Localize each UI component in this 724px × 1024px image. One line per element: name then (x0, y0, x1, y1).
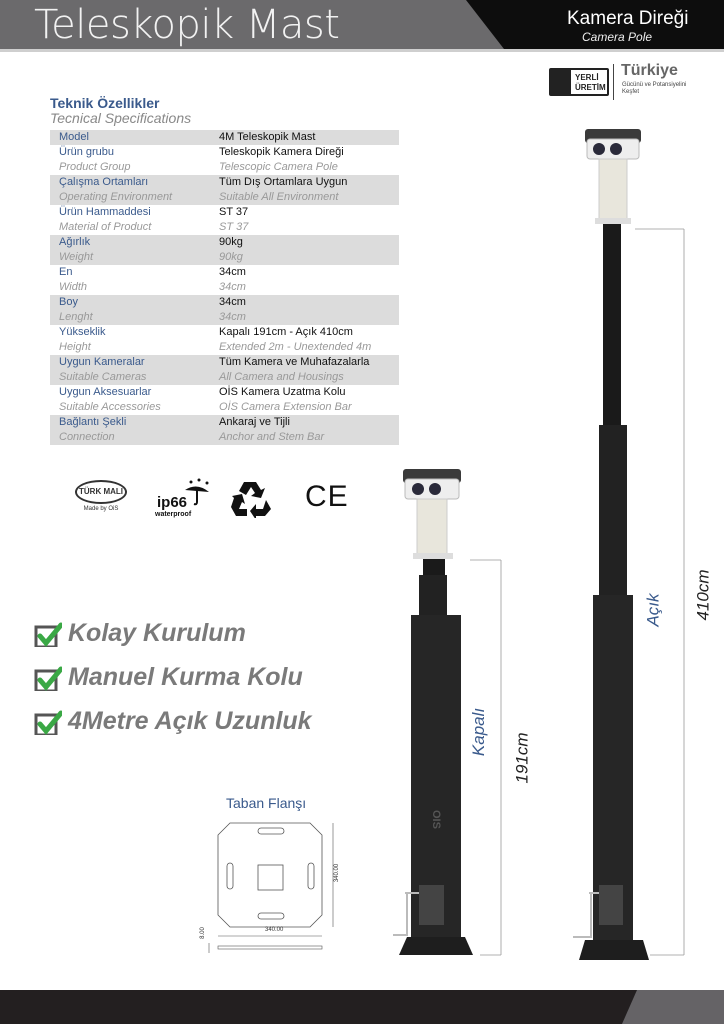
spec-label-en: Material of Product (59, 221, 152, 233)
spec-label-en: Width (59, 281, 88, 293)
spec-value: 90kg (219, 236, 243, 248)
spec-value-en: Extended 2m - Unextended 4m (219, 341, 372, 353)
subtitle-tr: Kamera Direği (567, 8, 689, 29)
spec-value-en: 90kg (219, 251, 243, 263)
spec-label: Ürün grubu (59, 146, 115, 158)
spec-label-en: Connection (59, 431, 115, 443)
spec-label: Ağırlık (59, 236, 91, 248)
spec-table (50, 130, 399, 445)
spec-row (50, 130, 399, 145)
spec-row (50, 265, 399, 295)
closed-height: 191cm (512, 732, 532, 784)
spec-value: 34cm (219, 296, 246, 308)
ce-mark: CE (305, 480, 349, 513)
spec-label-en: Product Group (59, 161, 131, 173)
ip66-text: ip66 (157, 494, 188, 511)
spec-label-en: Suitable Cameras (59, 371, 147, 383)
spec-value: Kapalı 191cm - Açık 410cm (219, 326, 353, 338)
feature-item (34, 663, 303, 692)
closed-label: Kapalı (469, 707, 489, 757)
spec-label: Uygun Kameralar (59, 356, 145, 368)
spec-value-en: 34cm (219, 281, 246, 293)
spec-label: Uygun Aksesuarlar (59, 386, 152, 398)
spec-label-en: Lenght (59, 311, 93, 323)
feature-text: 4Metre Açık Uzunluk (68, 707, 312, 735)
specs-title: Teknik Özellikler (50, 95, 160, 111)
made-by-text: Made by OiS (83, 506, 119, 512)
open-pole-image (565, 125, 700, 970)
page-title: Teleskopik Mast (34, 2, 340, 48)
spec-value-en: Anchor and Stem Bar (219, 431, 325, 443)
feature-text: Manuel Kurma Kolu (68, 663, 303, 691)
spec-value: Teleskopik Kamera Direği (219, 146, 344, 158)
spec-row (50, 205, 399, 235)
spec-value: 4M Teleskopik Mast (219, 131, 316, 143)
camera-lens-icon (593, 143, 605, 155)
spec-row (50, 415, 399, 445)
flange-height: 340.00 (334, 863, 341, 883)
feature-text: Kolay Kurulum (68, 619, 246, 647)
logo-divider (613, 64, 614, 100)
spec-value: 34cm (219, 266, 246, 278)
spec-label-en: Suitable Accessories (59, 401, 161, 413)
spec-value-en: All Camera and Housings (219, 371, 344, 383)
spec-value: Tüm Kamera ve Muhafazalarla (219, 356, 370, 368)
turkiye-logo: Türkiye (621, 62, 678, 79)
spec-row (50, 175, 399, 205)
checkbox-check-icon (34, 665, 62, 691)
footer-banner (0, 990, 724, 1024)
spec-value-en: OİS Camera Extension Bar (219, 401, 352, 413)
spec-value-en: 34cm (219, 311, 246, 323)
camera-lens-icon (412, 483, 424, 495)
header-banner (0, 0, 724, 52)
subtitle-en: Camera Pole (582, 30, 653, 44)
feature-item (34, 619, 246, 648)
flange-title: Taban Flanşı (226, 795, 307, 811)
spec-row (50, 295, 399, 325)
spec-value: Tüm Dış Ortamlara Uygun (219, 176, 348, 188)
checkbox-check-icon (34, 709, 62, 735)
spec-value-en: Suitable All Environment (219, 191, 339, 203)
spec-label: Boy (59, 296, 78, 308)
spec-label-en: Height (59, 341, 91, 353)
spec-label-en: Operating Environment (59, 191, 173, 203)
specs-subtitle: Tecnical Specifications (50, 110, 192, 126)
spec-value: Ankaraj ve Tijli (219, 416, 290, 428)
spec-label-en: Weight (59, 251, 94, 263)
spec-row (50, 235, 399, 265)
closed-pole-image (385, 465, 515, 965)
spec-row (50, 355, 399, 385)
open-label: Açık (643, 593, 663, 627)
spec-label: Yükseklik (59, 326, 106, 338)
spec-value: OİS Kamera Uzatma Kolu (219, 386, 346, 398)
spec-value: ST 37 (219, 206, 249, 218)
spec-label: Çalışma Ortamları (59, 176, 149, 188)
spec-row (50, 145, 399, 175)
camera-lens-icon (610, 143, 622, 155)
flange-width: 340.00 (265, 927, 284, 933)
camera-lens-icon (429, 483, 441, 495)
yerli-uretim-logo: YERLİ ÜRETİM (549, 68, 609, 96)
checkbox-check-icon (34, 621, 62, 647)
turk-mali-text: TÜRK MALI (75, 480, 127, 504)
spec-value-en: ST 37 (219, 221, 249, 233)
turkiye-tagline: Gücünü ve Potansiyelini Keşfet (622, 82, 687, 95)
recycle-icon (230, 478, 272, 518)
spec-value-en: Telescopic Camera Pole (219, 161, 338, 173)
waterproof-text: waterproof (155, 511, 192, 518)
ip66-badge (155, 478, 215, 520)
spec-row (50, 385, 399, 415)
open-height: 410cm (693, 569, 713, 621)
spec-label: Bağlantı Şekli (59, 416, 127, 428)
feature-item (34, 707, 312, 736)
turk-mali-badge (75, 480, 127, 516)
spec-label: En (59, 266, 73, 278)
flange-thickness: 8.00 (199, 927, 206, 939)
pole-brand-text: OIS (430, 810, 442, 829)
spec-label: Ürün Hammaddesi (59, 206, 151, 218)
spec-row (50, 325, 399, 355)
flange-drawing (195, 815, 355, 960)
spec-label: Model (59, 131, 89, 143)
